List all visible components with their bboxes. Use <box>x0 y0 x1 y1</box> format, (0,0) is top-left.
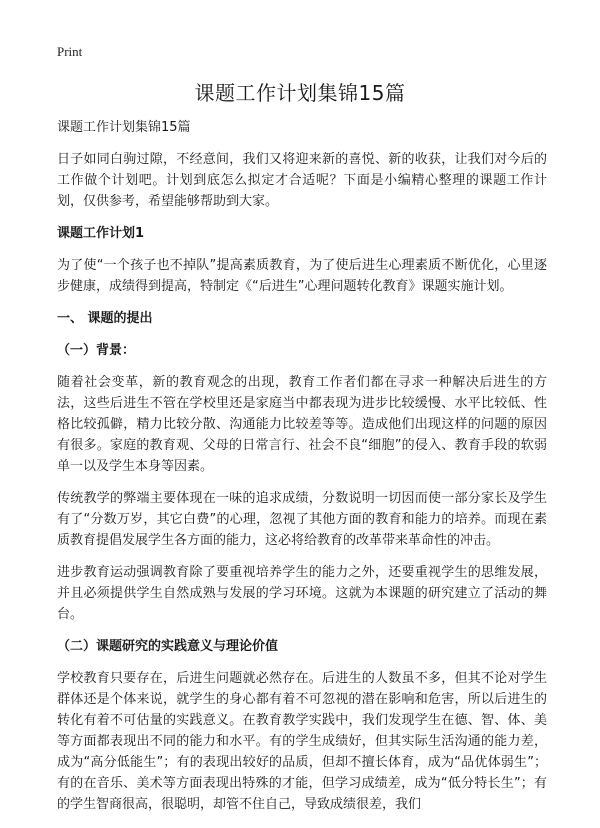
document-subtitle: 课题工作计划集锦15篇 <box>57 120 191 135</box>
section1-heading: 一、 课题的提出 <box>57 311 153 326</box>
document-body <box>57 117 547 826</box>
background-paragraph-3: 进步教育运动强调教育除了要重视培养学生的能力之外，还要重视学生的思维发展，并且必须提供学生自然成熟与发展的学习环境。这就为本课题的研究建立了活动的舞台。 <box>57 565 547 622</box>
background-paragraph-1: 随着社会变革，新的教育观念的出现，教育工作者们都在寻求一种解决后进生的方法，这些后进生不管在学校里还是家庭当中都表现为进步比较缓慢、水平比较低、性格比较孤僻，精力比较分散、沟通能力比较差等等。造成他们出现这样的问题的原因有很多。家庭的教育观、父母的日常言行、社会不良“细胞”的侵入、教育手段的软弱单一以及学生本身等因素。 <box>57 375 547 474</box>
plan1-heading: 课题工作计划1 <box>57 226 145 241</box>
background-heading: （一）背景： <box>57 343 136 358</box>
print-link[interactable]: Print <box>57 44 83 59</box>
plan1-paragraph: 为了使“一个孩子也不掉队”提高素质教育，为了使后进生心理素质不断优化，心里逐步健康，成绩得到提高，特制定《“后进生”心理问题转化教育》课题实施计划。 <box>57 258 547 294</box>
significance-paragraph: 学校教育只要存在，后进生问题就必然存在。后进生的人数虽不多，但其不论对学生群体还是个体来说，就学生的身心都有着不可忽视的潜在影响和危害，所以后进生的 转化有着不可估量的实践意义。在教育教学实践中，我们发现学生在德、智、体、美等方面都表现出不同的能力和水平。有的学生成绩好，但其实际生活沟通的能力差，成为“高分低能生”；有的表现出较好的品质，但却不擅长体育，成为“品优体弱生”；有的在音乐、美术等方面表现出特殊的才能，但学习成绩差，成为“低分特长生”；有的学生智商很高，很聪明，却管不住自己，导致成绩很差，我们 <box>57 671 547 812</box>
background-paragraph-2: 传统教学的弊端主要体现在一味的追求成绩，分数说明一切因而使一部分家长及学生有了“分数万岁，其它白费”的心理，忽视了其他方面的教育和能力的培养。而现在素质教育提倡发展学生各方面的能力，这必将给教育的改革带来革命性的冲击。 <box>57 491 547 548</box>
intro-paragraph: 日子如同白驹过隙，不经意间，我们又将迎来新的喜悦、新的收获，让我们对今后的工作做个计划吧。计划到底怎么拟定才合适呢？下面是小编精心整理的课题工作计划，仅供参考，希望能够帮助到大家。 <box>57 152 547 209</box>
significance-heading: （二）课题研究的实践意义与理论价值 <box>57 639 279 654</box>
document-title: 课题工作计划集锦15篇 <box>194 81 406 105</box>
